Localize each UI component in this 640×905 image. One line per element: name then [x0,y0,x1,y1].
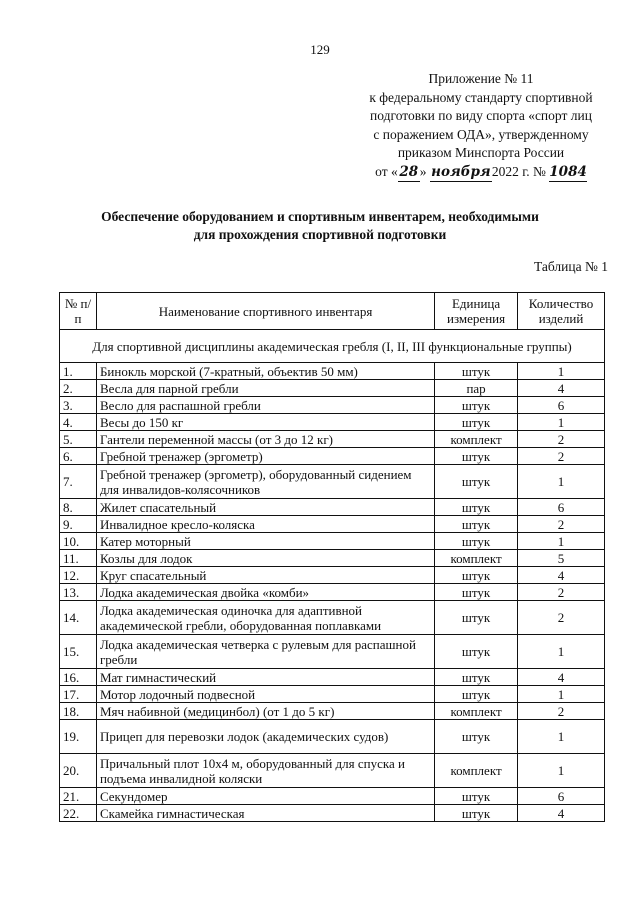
table-row [60,414,605,431]
cell-qty: 2 [518,584,605,601]
cell-name: Лодка академическая двойка «комби» [96,584,434,601]
cell-name: Секундомер [96,788,434,805]
cell-unit: штук [435,601,518,635]
table-row [60,703,605,720]
cell-num: 1. [60,363,97,380]
cell-qty: 1 [518,754,605,788]
table-row [60,635,605,669]
cell-qty: 2 [518,601,605,635]
cell-name: Весла для парной гребли [96,380,434,397]
cell-unit: штук [435,720,518,754]
table-row [60,363,605,380]
document-title [40,208,600,244]
cell-unit: комплект [435,431,518,448]
cell-unit: штук [435,533,518,550]
cell-unit: штук [435,465,518,499]
page-number: 129 [310,42,330,57]
cell-num: 3. [60,397,97,414]
header-name: Наименование спортивного инвентаря [96,293,434,330]
cell-qty: 1 [518,363,605,380]
cell-qty: 2 [518,703,605,720]
handwritten-month: ноября [430,163,492,183]
cell-qty: 6 [518,788,605,805]
cell-unit: штук [435,805,518,822]
cell-name: Жилет спасательный [96,499,434,516]
table-row [60,380,605,397]
table-row [60,584,605,601]
cell-qty: 4 [518,567,605,584]
cell-qty: 2 [518,431,605,448]
cell-unit: штук [435,635,518,669]
cell-unit: штук [435,788,518,805]
header-num: № п/п [60,293,97,330]
cell-unit: комплект [435,754,518,788]
table-row [60,567,605,584]
section-title: Для спортивной дисциплины академическая гребля (I, II, III функциональные группы) [60,330,605,363]
cell-qty: 1 [518,414,605,431]
table-label: Таблица № 1 [534,259,608,274]
cell-num: 16. [60,669,97,686]
table-row [60,431,605,448]
table-row [60,669,605,686]
cell-unit: штук [435,363,518,380]
cell-qty: 2 [518,516,605,533]
cell-qty: 6 [518,499,605,516]
table-row [60,805,605,822]
cell-num: 4. [60,414,97,431]
cell-num: 12. [60,567,97,584]
cell-num: 11. [60,550,97,567]
cell-unit: штук [435,516,518,533]
cell-name: Мат гимнастический [96,669,434,686]
cell-qty: 4 [518,805,605,822]
cell-unit: комплект [435,703,518,720]
cell-unit: штук [435,567,518,584]
cell-unit: штук [435,499,518,516]
cell-qty: 1 [518,465,605,499]
appendix-line: Приложение № 11 [428,71,534,86]
cell-name: Весы до 150 кг [96,414,434,431]
cell-num: 6. [60,448,97,465]
cell-unit: штук [435,686,518,703]
cell-qty: 6 [518,397,605,414]
cell-qty: 1 [518,720,605,754]
cell-qty: 2 [518,448,605,465]
section-row [60,330,605,363]
cell-qty: 5 [518,550,605,567]
cell-num: 7. [60,465,97,499]
date-prefix: от « [375,163,398,179]
cell-name: Прицеп для перевозки лодок (академических судов) [96,720,434,754]
cell-num: 5. [60,431,97,448]
table-row [60,788,605,805]
cell-num: 17. [60,686,97,703]
cell-qty: 1 [518,635,605,669]
header-qty: Количество изделий [518,293,605,330]
cell-name: Мяч набивной (медицинбол) (от 1 до 5 кг) [96,703,434,720]
cell-unit: пар [435,380,518,397]
cell-name: Инвалидное кресло-коляска [96,516,434,533]
appendix-line: приказом Минспорта России [397,145,565,160]
cell-qty: 1 [518,533,605,550]
cell-num: 9. [60,516,97,533]
cell-num: 13. [60,584,97,601]
appendix-block [336,70,626,182]
date-mid: » [419,163,427,179]
table-row [60,499,605,516]
cell-name: Весло для распашной гребли [96,397,434,414]
cell-num: 20. [60,754,97,788]
cell-name: Мотор лодочный подвесной [96,686,434,703]
cell-num: 8. [60,499,97,516]
cell-unit: комплект [435,550,518,567]
cell-num: 10. [60,533,97,550]
cell-unit: штук [435,584,518,601]
cell-qty: 1 [518,686,605,703]
cell-num: 15. [60,635,97,669]
cell-name: Причальный плот 10х4 м, оборудованный для спуска и подъема инвалидной коляски [96,754,434,788]
cell-name: Гребной тренажер (эргометр), оборудованный сидением для инвалидов-колясочников [96,465,434,499]
title-line: для прохождения спортивной подготовки [193,227,447,242]
title-line: Обеспечение оборудованием и спортивным инвентарем, необходимыми [101,209,539,224]
handwritten-order-number: 1084 [549,163,587,183]
table-row [60,448,605,465]
cell-unit: штук [435,448,518,465]
table-row [60,397,605,414]
table-row [60,550,605,567]
table-header-row [60,293,605,330]
cell-num: 2. [60,380,97,397]
appendix-line: подготовки по виду спорта «спорт лиц [370,108,592,123]
table-row [60,686,605,703]
cell-qty: 4 [518,380,605,397]
cell-num: 21. [60,788,97,805]
cell-name: Гребной тренажер (эргометр) [96,448,434,465]
table-row [60,720,605,754]
date-suffix: 2022 г. № [491,163,546,179]
cell-name: Катер моторный [96,533,434,550]
table-row [60,516,605,533]
cell-unit: штук [435,669,518,686]
header-unit: Единица измерения [435,293,518,330]
appendix-line: с поражением ОДА», утвержденному [373,126,589,142]
handwritten-day: 28 [398,163,420,183]
cell-name: Бинокль морской (7-кратный, объектив 50 мм) [96,363,434,380]
cell-num: 22. [60,805,97,822]
table-row [60,754,605,788]
order-date-line [375,163,587,183]
cell-qty: 4 [518,669,605,686]
cell-unit: штук [435,414,518,431]
cell-name: Лодка академическая четверка с рулевым для распашной гребли [96,635,434,669]
cell-num: 18. [60,703,97,720]
cell-name: Лодка академическая одиночка для адаптивной академической гребли, оборудованная поплавками [96,601,434,635]
cell-unit: штук [435,397,518,414]
table-row [60,533,605,550]
cell-name: Круг спасательный [96,567,434,584]
cell-name: Гантели переменной массы (от 3 до 12 кг) [96,431,434,448]
cell-name: Козлы для лодок [96,550,434,567]
table-row [60,465,605,499]
appendix-line: к федеральному стандарту спортивной [369,89,593,105]
cell-num: 19. [60,720,97,754]
table-row [60,601,605,635]
inventory-table [59,292,605,822]
cell-name: Скамейка гимнастическая [96,805,434,822]
cell-num: 14. [60,601,97,635]
